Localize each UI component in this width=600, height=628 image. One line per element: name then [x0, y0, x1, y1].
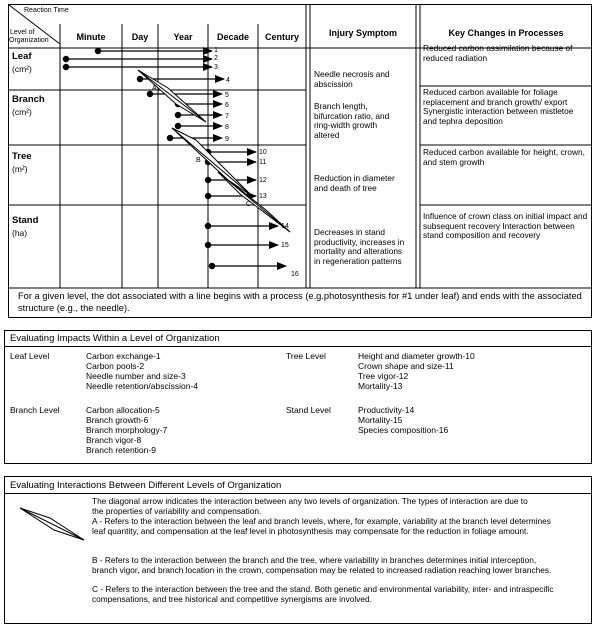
col-day: Day	[131, 32, 149, 42]
impacts-branch-level: Branch Level	[10, 405, 60, 415]
level-stand: Stand	[12, 215, 39, 226]
num-4: 4	[226, 77, 230, 84]
num-3: 3	[214, 64, 218, 71]
table-footnote: For a given level, the dot associated with a line begins with a process (e.g.photosynthesis for #1 under leaf) and ends with the associated structure (e.g., the needle).	[18, 291, 582, 313]
level-label-2: Organization	[9, 37, 49, 44]
num-9: 9	[225, 136, 229, 143]
level-tree-unit: (m²)	[12, 164, 28, 174]
impacts-stand-item-2: Mortality-15	[358, 415, 403, 425]
impacts-tree-item-3: Tree vigor-12	[358, 371, 409, 381]
symptom-tree: Reduction in diameter and death of tree	[314, 173, 395, 193]
num-16: 16	[291, 271, 299, 278]
num-14: 14	[281, 223, 289, 230]
level-branch-unit: (cm²)	[12, 107, 32, 117]
level-label-1: Level of	[10, 29, 35, 36]
symptom-branch: Branch length, bifurcation ratio, and ring-width growth altered	[314, 101, 390, 140]
impacts-stand-level: Stand Level	[286, 405, 331, 415]
impacts-branch-item-5: Branch retention-9	[86, 445, 156, 455]
symptom-leaf: Needle necrosis and abscission	[314, 69, 390, 89]
impacts-tree-item-2: Crown shape and size-11	[358, 361, 454, 371]
num-11: 11	[259, 159, 267, 166]
impacts-leaf-item-3: Needle number and size-3	[86, 371, 186, 381]
col-minute: Minute	[76, 32, 106, 42]
num-8: 8	[225, 124, 229, 131]
level-leaf: Leaf	[12, 51, 32, 62]
num-1: 1	[214, 47, 218, 54]
impacts-title: Evaluating Impacts Within a Level of Organization	[10, 333, 220, 344]
num-2: 2	[214, 55, 218, 62]
level-stand-unit: (ha)	[12, 228, 28, 238]
reaction-time-label: Reaction Time	[24, 7, 69, 14]
col-key-changes: Key Changes in Processes	[448, 28, 564, 38]
impacts-leaf-item-4: Needle retention/abscission-4	[86, 381, 198, 391]
interactions-title: Evaluating Interactions Between Different Levels of Organization	[10, 480, 282, 491]
level-branch: Branch	[12, 94, 45, 105]
impacts-branch-item-1: Carbon allocation-5	[86, 405, 160, 415]
interactions-c: C - Refers to the interaction between the tree and the stand. Both genetic and environmental variability, inter- and intraspecific compensations, and tree historical and competitive synergisms are involved.	[92, 584, 554, 604]
impacts-branch-item-4: Branch vigor-8	[86, 435, 142, 445]
num-13: 13	[259, 193, 267, 200]
impacts-tree-item-1: Height and diameter growth-10	[358, 351, 475, 361]
interactions-a: A - Refers to the interaction between the leaf and branch levels, where, for example, variability at the branch level determines leaf quantity, and compensation at the leaf level in photosynthesis may compensate for the reduction in foliage amount.	[92, 516, 551, 536]
level-leaf-unit: (cm²)	[12, 64, 32, 74]
col-year: Year	[173, 32, 193, 42]
change-branch: Reduced carbon available for foliage replacement and branch growth/ export Synergistic interaction between mistletoe and tephra deposition	[423, 87, 574, 126]
impacts-tree-item-4: Mortality-13	[358, 381, 403, 391]
interactions-intro: The diagonal arrow indicates the interaction between any two levels of organization. The types of interaction are due to the properties of variability and compensation.	[92, 496, 528, 516]
col-decade: Decade	[216, 32, 250, 42]
arrow-letter-a: A	[152, 85, 157, 92]
change-leaf: Reduced carbon assimilation because of reduced radiation	[423, 43, 573, 63]
impacts-leaf-level: Leaf Level	[10, 351, 50, 361]
num-10: 10	[259, 149, 267, 156]
change-tree: Reduced carbon available for height, crown, and stem growth	[423, 147, 585, 167]
change-stand: Influence of crown class on initial impact and subsequent recovery Interaction between stand composition and recovery	[423, 211, 588, 241]
num-6: 6	[225, 102, 229, 109]
arrow-letter-b: B	[196, 157, 201, 164]
impacts-branch-item-3: Branch morphology-7	[86, 425, 168, 435]
impacts-branch-item-2: Branch growth-6	[86, 415, 149, 425]
col-injury-symptom: Injury Symptom	[328, 28, 397, 38]
impacts-leaf-item-1: Carbon exchange-1	[86, 351, 161, 361]
num-7: 7	[225, 113, 229, 120]
legend-diagonal-arrow-icon	[20, 508, 84, 540]
impacts-stand-item-3: Species composition-16	[358, 425, 449, 435]
arrow-letter-c: C	[246, 201, 252, 208]
impacts-leaf-item-2: Carbon pools-2	[86, 361, 145, 371]
symptom-stand: Decreases in stand productivity, increases in mortality and alterations in regeneration patterns	[314, 227, 405, 266]
col-century: Century	[264, 32, 299, 42]
num-12: 12	[259, 177, 267, 184]
num-5: 5	[225, 92, 229, 99]
impacts-tree-level: Tree Level	[286, 351, 326, 361]
num-15: 15	[281, 242, 289, 249]
impacts-stand-item-1: Productivity-14	[358, 405, 415, 415]
level-tree: Tree	[12, 151, 32, 162]
interactions-b: B - Refers to the interaction between the branch and the tree, where variability in branches determines initial interception, branch vigor, and branch location in the crown, compensation may be related to increased radiation reaching lower branches.	[92, 555, 552, 575]
